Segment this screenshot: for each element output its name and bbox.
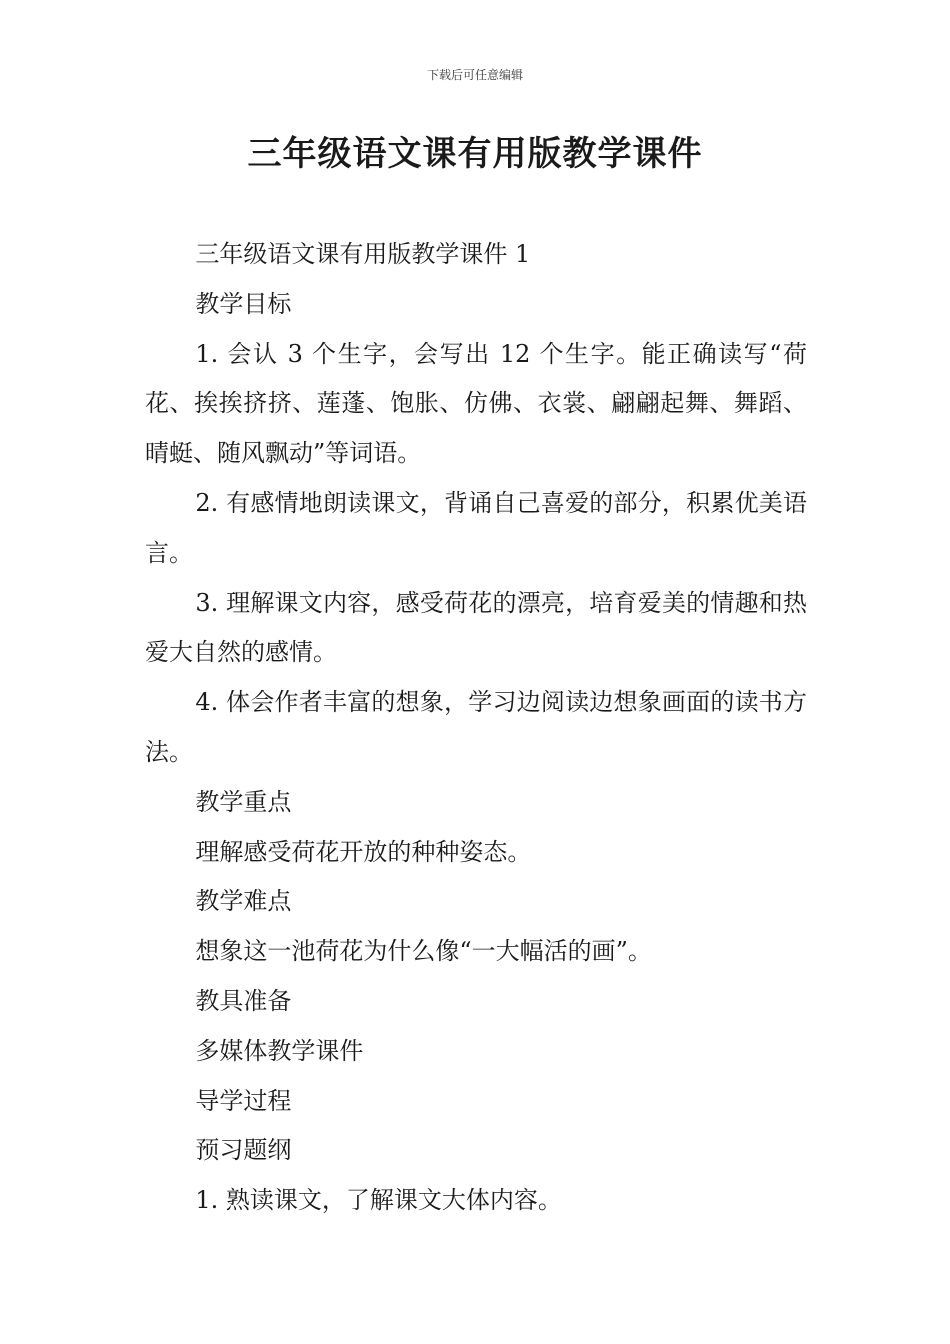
paragraph-heading-difficulty: 教学难点	[195, 887, 292, 916]
document-body	[145, 230, 807, 1226]
paragraph-subtitle: 三年级语文课有用版教学课件 1	[195, 240, 531, 268]
paragraph-heading-process: 导学过程	[195, 1086, 292, 1115]
paragraph-heading-objectives: 教学目标	[195, 289, 292, 318]
paragraph-objective-1: 1. 会认 3 个生字，会写出 12 个生字。能正确读写“荷花、挨挨挤挤、莲蓬、饱胀、仿佛、衣裳、翩翩起舞、舞蹈、晴蜓、随风飘动”等词语。	[145, 339, 807, 468]
paragraph-objective-2: 2. 有感情地朗读课文，背诵自己喜爱的部分，积累优美语言。	[145, 488, 807, 567]
paragraph-objective-4: 4. 体会作者丰富的想象，学习边阅读边想象画面的读书方法。	[145, 688, 807, 766]
paragraph-difficulty: 想象这一池荷花为什么像“一大幅活的画”。	[195, 937, 652, 966]
paragraph-heading-preview: 预习题纲	[195, 1136, 292, 1165]
paragraph-key-point: 理解感受荷花开放的种种姿态。	[195, 837, 532, 866]
header-note: 下载后可任意编辑	[426, 68, 523, 82]
paragraph-heading-key-points: 教学重点	[195, 787, 292, 816]
paragraph-materials: 多媒体教学课件	[195, 1036, 364, 1065]
paragraph-objective-3: 3. 理解课文内容，感受荷花的漂亮，培育爱美的情趣和热爱大自然的感情。	[145, 588, 807, 667]
paragraph-heading-materials: 教具准备	[195, 986, 292, 1015]
paragraph-preview-1: 1. 熟读课文，了解课文大体内容。	[195, 1186, 562, 1215]
document-title: 三年级语文课有用版教学课件	[247, 134, 703, 174]
